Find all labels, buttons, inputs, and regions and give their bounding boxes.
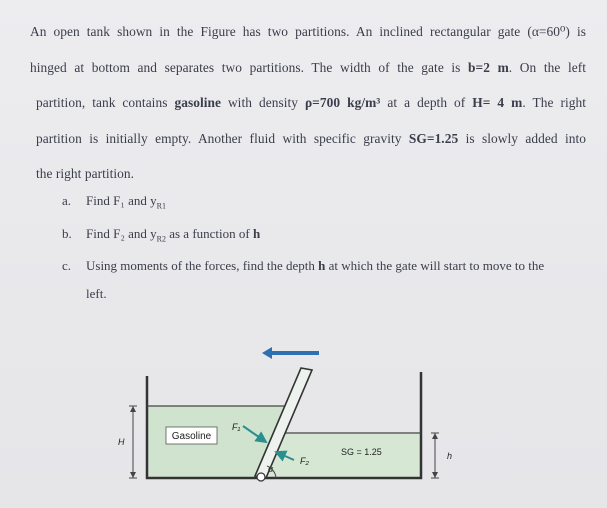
question-marker: c.	[62, 258, 72, 273]
variable-h: h	[252, 226, 261, 241]
fluid-name: gasoline	[174, 95, 221, 110]
question-text: Find F₂ and y	[86, 226, 157, 241]
text-span: with density	[220, 95, 305, 110]
gasoline-label: Gasoline	[171, 431, 212, 442]
gate-width-value: b=2 m	[468, 59, 509, 75]
density-value: ρ=700 kg/m³	[304, 95, 381, 110]
h-dimension-arrow-up	[130, 406, 136, 412]
text-span: at a depth of	[380, 95, 473, 110]
text-span: partition, tank contains	[36, 95, 175, 110]
text-span: partition is initially empty. Another fluid with specific gravity	[36, 130, 409, 146]
f2-label: F₂	[300, 456, 309, 466]
small-h-label: h	[447, 451, 453, 461]
question-marker: a.	[62, 193, 72, 208]
question-text: Find F₁ and y	[86, 193, 157, 208]
depth-value: H= 4 m	[472, 95, 523, 110]
question-marker: b.	[62, 226, 72, 241]
text-span: is slowly added into	[458, 130, 586, 146]
sg-label: SG = 1.25	[341, 447, 382, 457]
variable-h: h	[318, 258, 326, 273]
problem-line-5: the right partition.	[36, 166, 135, 181]
text-span: hinged at bottom and separates two partitions. The width of the gate is	[30, 59, 469, 75]
h-dimension-arrow-down	[130, 472, 136, 478]
hinge-icon	[257, 473, 265, 481]
question-text: at which the gate will start to move to the	[325, 258, 545, 273]
question-text: Using moments of the forces, find the depth	[86, 258, 319, 273]
text-span: . On the left	[508, 59, 586, 75]
text-span: . The right	[522, 95, 586, 110]
sg-value: SG=1.25	[408, 130, 459, 146]
f1-label: F₁	[232, 422, 241, 432]
problem-line-1: An open tank shown in the Figure has two partitions. An inclined rectangular gate (α=60⁰) is	[30, 24, 586, 39]
small-h-arrow-up	[432, 433, 438, 439]
big-h-label: H	[118, 437, 125, 447]
subscript: R2	[156, 234, 166, 244]
question-c-continued: left.	[86, 286, 107, 301]
subscript: R1	[156, 201, 166, 211]
question-text: as a function of	[165, 226, 253, 241]
alpha-label: α	[268, 464, 274, 474]
arrow-head-icon	[262, 347, 272, 359]
small-h-arrow-down	[432, 472, 438, 478]
